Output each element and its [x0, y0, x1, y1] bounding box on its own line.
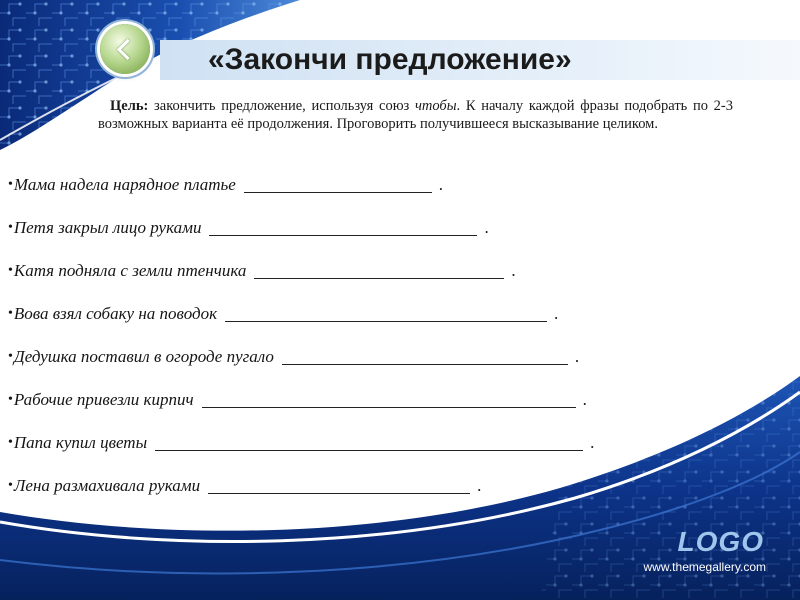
goal-emphasis: чтобы [414, 98, 457, 114]
sentence-start: Папа купил цветы [13, 432, 148, 452]
sentence-end: . [438, 174, 444, 194]
list-item [8, 163, 594, 206]
sentence-start: Мама надела нарядное платье [13, 174, 236, 194]
sentence-start: Дедушка поставил в огороде пугало [13, 346, 274, 366]
list-item [8, 292, 594, 335]
logo-url: www.themegallery.com [643, 560, 766, 574]
bullet: • [8, 348, 13, 364]
sentence-end: . [484, 217, 489, 237]
sentence-start: Рабочие привезли кирпич [13, 389, 194, 409]
list-item [8, 421, 594, 464]
list-item [8, 378, 594, 421]
bullet: • [8, 434, 13, 450]
answer-blank[interactable] [208, 477, 470, 494]
bullet: • [8, 391, 13, 407]
sentence-end: . [477, 475, 482, 495]
sentence-end: . [574, 346, 580, 366]
list-item [8, 464, 594, 507]
sentence-end: . [554, 303, 559, 323]
answer-blank[interactable] [155, 434, 583, 451]
goal-paragraph [98, 97, 733, 133]
sentence-end: . [590, 432, 595, 452]
bullet: • [8, 305, 13, 321]
answer-blank[interactable] [202, 391, 576, 408]
sentence-end: . [582, 389, 587, 409]
bullet: • [8, 219, 13, 235]
answer-blank[interactable] [282, 348, 568, 365]
answer-blank[interactable] [225, 305, 547, 322]
bullet: • [8, 477, 13, 493]
sentence-start: Катя подняла с земли птенчика [13, 260, 247, 280]
sentence-start: Петя закрыл лицо руками [13, 217, 202, 237]
sentence-end: . [511, 260, 516, 280]
logo: LOGO [677, 526, 764, 557]
slide-title: «Закончи предложение» [208, 43, 572, 76]
goal-text-after: . К началу каждой фразы подобрать по 2-3 возможных варианта её продолжения. Проговорить получившееся высказывание целиком. [98, 98, 733, 132]
chevron-left-icon [117, 38, 138, 59]
goal-text-before: закончить предложение, используя союз [148, 98, 415, 114]
answer-blank[interactable] [254, 262, 504, 279]
list-item [8, 206, 594, 249]
sentence-start: Вова взял собаку на поводок [13, 303, 218, 323]
bullet: • [8, 262, 13, 278]
goal-label: Цель: [110, 98, 149, 114]
back-button[interactable] [100, 24, 150, 74]
bullet: • [8, 176, 13, 192]
sentence-list [8, 163, 594, 507]
answer-blank[interactable] [209, 219, 477, 236]
list-item [8, 249, 594, 292]
sentence-start: Лена размахивала руками [13, 475, 201, 495]
list-item [8, 335, 594, 378]
answer-blank[interactable] [244, 176, 432, 193]
